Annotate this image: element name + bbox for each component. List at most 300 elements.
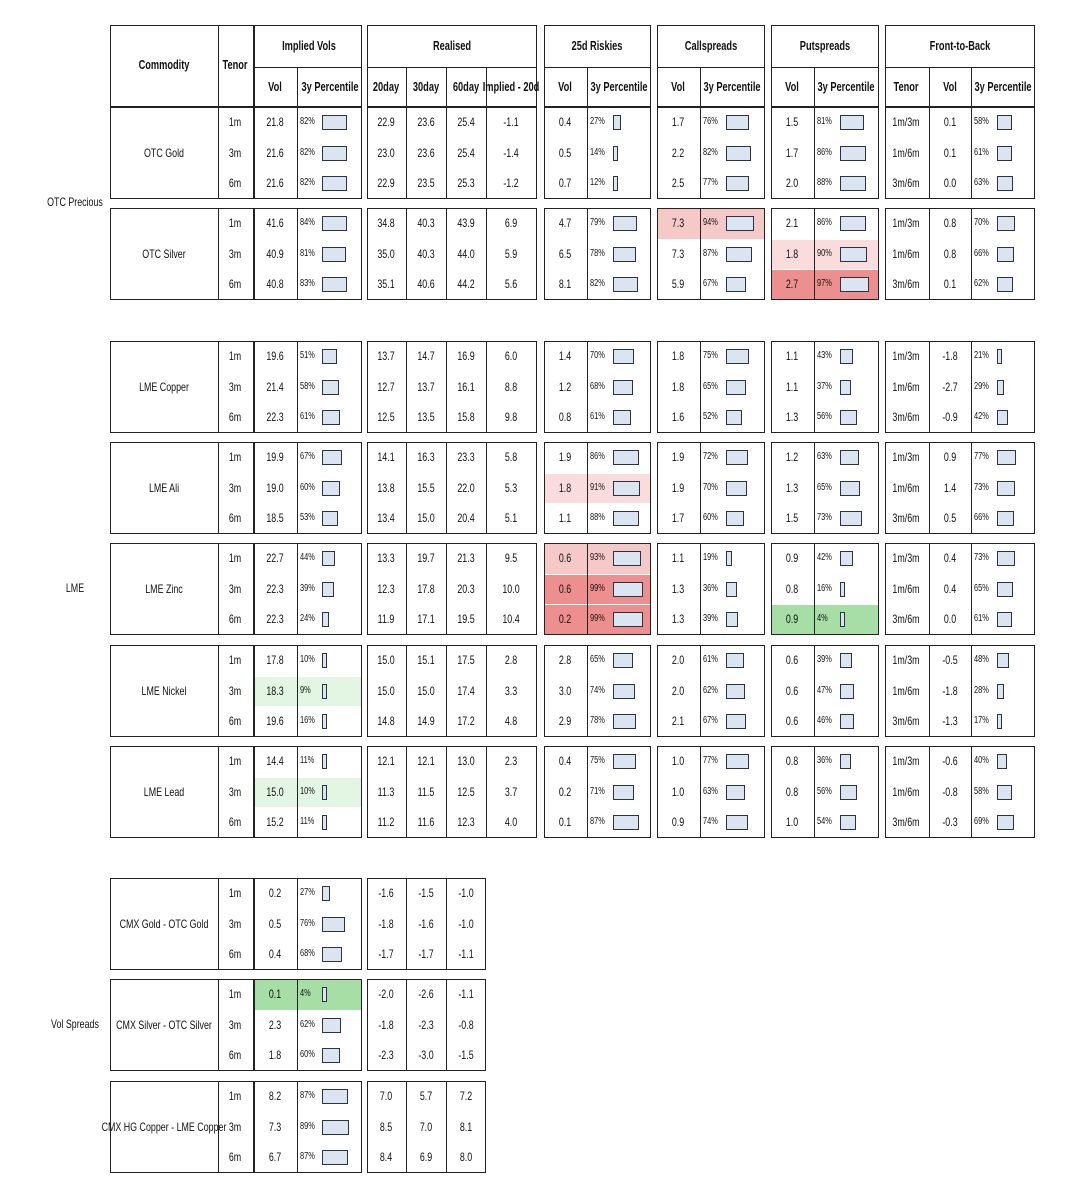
- callspreads-vol-cell: 1.0: [671, 785, 685, 799]
- callspreads-percentile: 67%: [703, 715, 718, 726]
- riskies-vol-cell: 4.7: [558, 216, 572, 230]
- realised-30day-cell: -1.6: [418, 917, 434, 931]
- realised-60day-cell: -1.1: [458, 987, 474, 1001]
- realised-30day-cell: 15.5: [417, 481, 435, 495]
- ftb-vol-cell: -0.3: [942, 815, 958, 829]
- realised-split-2: [486, 208, 487, 300]
- callspreads-percentile-bar: [726, 115, 749, 130]
- header-ftb-block: [885, 25, 1035, 107]
- riskies-percentile: 82%: [590, 278, 605, 289]
- putspreads-percentile: 86%: [817, 147, 832, 158]
- callspreads-vol-cell: 2.2: [671, 146, 685, 160]
- ftb-percentile-bar: [997, 410, 1008, 425]
- putspreads-percentile: 65%: [817, 482, 832, 493]
- ftb-percentile: 62%: [974, 278, 989, 289]
- header-sub-divider-5: [885, 67, 1035, 68]
- putspreads-percentile-bar: [840, 481, 860, 496]
- implied-vol-cell: 18.3: [266, 684, 284, 698]
- iv-split: [297, 442, 298, 534]
- tenor-cell: 1m: [228, 115, 242, 129]
- callspreads-percentile-bar: [726, 247, 752, 262]
- riskies-percentile: 86%: [590, 451, 605, 462]
- ftb-percentile-bar: [997, 815, 1014, 830]
- ftb-percentile-bar: [997, 349, 1002, 364]
- putspreads-percentile: 42%: [817, 552, 832, 563]
- implied-vol-cell: 15.0: [266, 785, 284, 799]
- riskies-percentile: 79%: [590, 217, 605, 228]
- realised-20day-cell: 13.7: [377, 349, 395, 363]
- implied-minus-20d-cell: 8.8: [504, 380, 518, 394]
- rk-split: [587, 543, 588, 635]
- callspreads-vol-cell: 1.8: [671, 349, 685, 363]
- callspreads-percentile-bar: [726, 277, 746, 292]
- realised-20day-cell: -1.8: [378, 917, 394, 931]
- putspreads-percentile-bar: [840, 146, 866, 161]
- putspreads-vol-cell: 0.9: [785, 551, 799, 565]
- callspreads-vol-cell: 7.3: [671, 247, 685, 261]
- putspreads-vol-cell: 2.0: [785, 176, 799, 190]
- header-sub-divider-1: [367, 67, 537, 68]
- ftb-tenor-cell: 1m/6m: [892, 582, 920, 596]
- implied-vol-percentile: 9%: [300, 685, 311, 696]
- ftb-percentile: 29%: [974, 381, 989, 392]
- riskies-percentile: 78%: [590, 248, 605, 259]
- riskies-vol-cell: 3.0: [558, 684, 572, 698]
- ftb-tenor-cell: 3m/6m: [892, 612, 920, 626]
- putspreads-percentile: 36%: [817, 755, 832, 766]
- cs-split: [700, 341, 701, 433]
- riskies-percentile-bar: [613, 551, 641, 566]
- realised-20day-cell: 34.8: [377, 216, 395, 230]
- putspreads-vol-cell: 2.7: [785, 277, 799, 291]
- subheader-cs-pct: 3y Percentile: [703, 80, 761, 94]
- ftb-percentile-bar: [997, 582, 1013, 597]
- putspreads-percentile-bar: [840, 684, 854, 699]
- implied-vol-cell: 17.8: [266, 653, 284, 667]
- tenor-divider: [218, 341, 219, 433]
- ftb-tenor-cell: 1m/6m: [892, 785, 920, 799]
- implied-vol-percentile-bar: [322, 582, 334, 597]
- ftb-vol-cell: -1.8: [942, 349, 958, 363]
- ps-split: [814, 442, 815, 534]
- group-label: OTC Precious: [47, 195, 103, 209]
- riskies-vol-cell: 0.4: [558, 754, 572, 768]
- callspreads-percentile-bar: [726, 176, 749, 191]
- ftb-split-2: [971, 645, 972, 737]
- ftb-tenor-cell: 3m/6m: [892, 277, 920, 291]
- tenor-cell: 3m: [228, 1018, 242, 1032]
- callspreads-percentile-bar: [726, 481, 747, 496]
- ftb-percentile-bar: [997, 146, 1012, 161]
- putspreads-percentile-bar: [840, 216, 866, 231]
- realised-60day-cell: 25.4: [457, 146, 475, 160]
- implied-vol-percentile: 84%: [300, 217, 315, 228]
- tenor-cell: 6m: [228, 511, 242, 525]
- tenor-cell: 3m: [228, 684, 242, 698]
- ftb-percentile: 77%: [974, 451, 989, 462]
- riskies-percentile-bar: [613, 216, 637, 231]
- ftb-tenor-cell: 1m/3m: [892, 216, 920, 230]
- realised-30day-cell: 19.7: [417, 551, 435, 565]
- realised-60day-cell: 44.2: [457, 277, 475, 291]
- realised-split-1: [446, 107, 447, 199]
- implied-vol-cell: 21.6: [266, 146, 284, 160]
- commodity-name: LME Copper: [139, 380, 189, 394]
- realised-split-1: [446, 208, 447, 300]
- riskies-vol-cell: 0.2: [558, 612, 572, 626]
- putspreads-percentile: 63%: [817, 451, 832, 462]
- putspreads-vol-cell: 1.5: [785, 115, 799, 129]
- putspreads-vol-cell: 1.1: [785, 349, 799, 363]
- realised-split-2: [486, 543, 487, 635]
- ftb-vol-cell: 1.4: [943, 481, 957, 495]
- commodity-name: CMX HG Copper - LME Copper: [101, 1120, 227, 1134]
- ftb-vol-cell: 0.4: [943, 582, 957, 596]
- ftb-percentile: 17%: [974, 715, 989, 726]
- implied-vol-cell: 21.8: [266, 115, 284, 129]
- implied-minus-20d-cell: 5.9: [504, 247, 518, 261]
- riskies-percentile: 71%: [590, 786, 605, 797]
- implied-vol-cell: 18.5: [266, 511, 284, 525]
- riskies-percentile: 91%: [590, 482, 605, 493]
- cs-split: [700, 107, 701, 199]
- tenor-cell: 3m: [228, 247, 242, 261]
- implied-vol-percentile-bar: [322, 815, 327, 830]
- callspreads-percentile-bar: [726, 684, 745, 699]
- implied-minus-20d-cell: 6.0: [504, 349, 518, 363]
- riskies-percentile-bar: [613, 146, 618, 161]
- rk-split: [587, 107, 588, 199]
- realised-20day-cell: 22.9: [377, 115, 395, 129]
- callspreads-percentile-bar: [726, 785, 745, 800]
- tenor-divider: [218, 878, 219, 970]
- callspreads-vol-cell: 2.0: [671, 684, 685, 698]
- implied-vol-percentile-bar: [322, 886, 330, 901]
- callspreads-vol-cell: 2.1: [671, 714, 685, 728]
- implied-vol-percentile: 82%: [300, 147, 315, 158]
- iv-split: [297, 1081, 298, 1173]
- ftb-vol-cell: -1.3: [942, 714, 958, 728]
- callspreads-vol-cell: 2.0: [671, 653, 685, 667]
- putspreads-vol-cell: 2.1: [785, 216, 799, 230]
- realised-20day-cell: -1.6: [378, 886, 394, 900]
- callspreads-vol-cell: 1.7: [671, 115, 685, 129]
- realised-20day-cell: 23.0: [377, 146, 395, 160]
- header-realised-block: [367, 25, 537, 107]
- h-ps-split: [814, 67, 815, 107]
- callspreads-percentile: 67%: [703, 278, 718, 289]
- implied-vol-cell: 8.2: [268, 1089, 282, 1103]
- tenor-divider: [218, 746, 219, 838]
- callspreads-percentile: 61%: [703, 654, 718, 665]
- tenor-divider: [218, 645, 219, 737]
- realised-split-2: [486, 107, 487, 199]
- h-ftb-split-2: [971, 67, 972, 107]
- realised-20day-cell: 8.5: [379, 1120, 393, 1134]
- header-callspreads: Callspreads: [684, 39, 738, 53]
- implied-vol-percentile-bar: [322, 1018, 341, 1033]
- callspreads-percentile-bar: [726, 410, 742, 425]
- putspreads-vol-cell: 1.5: [785, 511, 799, 525]
- implied-vol-percentile-bar: [322, 410, 340, 425]
- implied-minus-20d-cell: 9.8: [504, 410, 518, 424]
- realised-20day-cell: 15.0: [377, 684, 395, 698]
- realised-30day-cell: 12.1: [417, 754, 435, 768]
- implied-vol-cell: 19.6: [266, 349, 284, 363]
- ftb-percentile: 69%: [974, 816, 989, 827]
- putspreads-vol-cell: 0.8: [785, 582, 799, 596]
- realised-20day-cell: 13.8: [377, 481, 395, 495]
- implied-minus-20d-cell: 4.8: [504, 714, 518, 728]
- rk-split: [587, 645, 588, 737]
- riskies-vol-cell: 2.8: [558, 653, 572, 667]
- implied-vol-percentile-bar: [322, 247, 346, 262]
- implied-vol-cell: 1.8: [268, 1048, 282, 1062]
- ftb-percentile: 73%: [974, 552, 989, 563]
- realised-split-0: [406, 746, 407, 838]
- subheader-rk-vol: Vol: [558, 80, 572, 94]
- putspreads-percentile: 47%: [817, 685, 832, 696]
- implied-vol-cell: 15.2: [266, 815, 284, 829]
- riskies-percentile-bar: [613, 653, 633, 668]
- riskies-percentile: 99%: [590, 613, 605, 624]
- callspreads-vol-cell: 1.7: [671, 511, 685, 525]
- realised-30day-cell: 23.5: [417, 176, 435, 190]
- implied-minus-20d-cell: 3.3: [504, 684, 518, 698]
- h-real-split-1: [446, 67, 447, 107]
- realised-20day-cell: 11.3: [377, 785, 395, 799]
- tenor-cell: 3m: [228, 146, 242, 160]
- ftb-vol-cell: 0.8: [943, 247, 957, 261]
- callspreads-percentile-bar: [726, 216, 754, 231]
- iv-split: [297, 979, 298, 1071]
- implied-vol-cell: 40.9: [266, 247, 284, 261]
- putspreads-percentile-bar: [840, 582, 845, 597]
- riskies-percentile-bar: [613, 612, 643, 627]
- realised-20day-cell: 35.0: [377, 247, 395, 261]
- putspreads-percentile: 97%: [817, 278, 832, 289]
- iv-split: [297, 107, 298, 199]
- ftb-tenor-cell: 1m/3m: [892, 349, 920, 363]
- realised-30day-cell: -1.7: [418, 947, 434, 961]
- realised-split-0: [406, 979, 407, 1071]
- tenor-cell: 6m: [228, 176, 242, 190]
- realised-60day-cell: 15.8: [457, 410, 475, 424]
- subheader-iv-vol: Vol: [268, 80, 282, 94]
- h-rk-split: [587, 67, 588, 107]
- riskies-vol-cell: 1.9: [558, 450, 572, 464]
- realised-20day-cell: 11.2: [377, 815, 395, 829]
- implied-vol-percentile: 68%: [300, 948, 315, 959]
- realised-30day-cell: 14.7: [417, 349, 435, 363]
- realised-60day-cell: 17.4: [457, 684, 475, 698]
- ftb-split-1: [929, 543, 930, 635]
- realised-split-2: [486, 442, 487, 534]
- realised-30day-cell: -1.5: [418, 886, 434, 900]
- putspreads-percentile: 46%: [817, 715, 832, 726]
- callspreads-percentile: 52%: [703, 411, 718, 422]
- putspreads-percentile-bar: [840, 612, 845, 627]
- tenor-cell: 1m: [228, 987, 242, 1001]
- callspreads-percentile-bar: [726, 815, 748, 830]
- callspreads-percentile-bar: [726, 714, 746, 729]
- realised-60day-cell: 22.0: [457, 481, 475, 495]
- ftb-split-1: [929, 107, 930, 199]
- riskies-percentile-bar: [613, 481, 640, 496]
- tenor-cell: 3m: [228, 917, 242, 931]
- callspreads-vol-cell: 1.9: [671, 481, 685, 495]
- tenor-divider: [218, 979, 219, 1071]
- putspreads-vol-cell: 0.8: [785, 754, 799, 768]
- ftb-vol-cell: 0.1: [943, 146, 957, 160]
- subheader-60day: 60day: [452, 80, 480, 94]
- realised-split-2: [486, 746, 487, 838]
- callspreads-percentile: 36%: [703, 583, 718, 594]
- realised-split-1: [446, 878, 447, 970]
- ftb-percentile-bar: [997, 684, 1004, 699]
- ps-split: [814, 645, 815, 737]
- implied-vol-percentile: 10%: [300, 786, 315, 797]
- implied-minus-20d-cell: 5.1: [504, 511, 518, 525]
- header-implied-vols: Implied Vols: [282, 39, 336, 53]
- iv-split: [297, 341, 298, 433]
- ftb-percentile-bar: [997, 785, 1012, 800]
- realised-30day-cell: 13.5: [417, 410, 435, 424]
- realised-split-1: [446, 645, 447, 737]
- callspreads-percentile: 74%: [703, 816, 718, 827]
- putspreads-percentile: 56%: [817, 786, 832, 797]
- implied-vol-percentile-bar: [322, 684, 327, 699]
- implied-vol-percentile: 60%: [300, 1049, 315, 1060]
- realised-split-0: [406, 442, 407, 534]
- implied-vol-cell: 14.4: [266, 754, 284, 768]
- riskies-vol-cell: 1.2: [558, 380, 572, 394]
- header-front-to-back: Front-to-Back: [929, 39, 991, 53]
- putspreads-percentile-bar: [840, 714, 854, 729]
- implied-vol-percentile: 4%: [300, 988, 311, 999]
- ftb-tenor-cell: 1m/3m: [892, 551, 920, 565]
- realised-split-1: [446, 746, 447, 838]
- implied-vol-percentile: 11%: [300, 816, 315, 827]
- implied-minus-20d-cell: 5.3: [504, 481, 518, 495]
- implied-minus-20d-cell: 2.3: [504, 754, 518, 768]
- ps-split: [814, 208, 815, 300]
- ftb-split-2: [971, 341, 972, 433]
- implied-vol-cell: 22.3: [266, 410, 284, 424]
- putspreads-percentile-bar: [840, 785, 857, 800]
- implied-vol-percentile: 89%: [300, 1121, 315, 1132]
- realised-split-0: [406, 878, 407, 970]
- realised-60day-cell: 12.5: [457, 785, 475, 799]
- implied-vol-percentile: 83%: [300, 278, 315, 289]
- tenor-divider: [218, 442, 219, 534]
- ftb-percentile: 21%: [974, 350, 989, 361]
- implied-minus-20d-cell: 9.5: [504, 551, 518, 565]
- putspreads-vol-cell: 1.0: [785, 815, 799, 829]
- header-callspreads-block: [657, 25, 765, 107]
- callspreads-percentile-bar: [726, 582, 737, 597]
- implied-vol-cell: 22.3: [266, 612, 284, 626]
- ftb-percentile-bar: [997, 714, 1002, 729]
- putspreads-vol-cell: 0.9: [785, 612, 799, 626]
- callspreads-percentile: 72%: [703, 451, 718, 462]
- ftb-percentile: 70%: [974, 217, 989, 228]
- putspreads-percentile: 88%: [817, 177, 832, 188]
- riskies-vol-cell: 2.9: [558, 714, 572, 728]
- implied-vol-cell: 22.3: [266, 582, 284, 596]
- realised-30day-cell: -2.3: [418, 1018, 434, 1032]
- implied-minus-20d-cell: -1.2: [503, 176, 519, 190]
- ftb-split-1: [929, 341, 930, 433]
- putspreads-percentile-bar: [840, 247, 867, 262]
- ftb-percentile-bar: [997, 247, 1014, 262]
- implied-vol-cell: 0.4: [268, 947, 282, 961]
- realised-30day-cell: 23.6: [417, 146, 435, 160]
- ps-split: [814, 543, 815, 635]
- implied-minus-20d-cell: 10.0: [502, 582, 520, 596]
- ftb-split-1: [929, 645, 930, 737]
- realised-split-2: [486, 341, 487, 433]
- callspreads-vol-cell: 2.5: [671, 176, 685, 190]
- tenor-cell: 6m: [228, 947, 242, 961]
- realised-20day-cell: 22.9: [377, 176, 395, 190]
- tenor-cell: 6m: [228, 277, 242, 291]
- realised-60day-cell: 7.2: [459, 1089, 473, 1103]
- implied-vol-percentile: 67%: [300, 451, 315, 462]
- implied-vol-percentile-bar: [322, 1150, 348, 1165]
- h-ftb-split-1: [929, 67, 930, 107]
- subheader-20day: 20day: [372, 80, 400, 94]
- putspreads-vol-cell: 1.3: [785, 481, 799, 495]
- realised-split-0: [406, 107, 407, 199]
- riskies-percentile: 12%: [590, 177, 605, 188]
- ftb-split-2: [971, 543, 972, 635]
- ftb-percentile-bar: [997, 115, 1012, 130]
- ftb-percentile-bar: [997, 754, 1007, 769]
- rk-split: [587, 442, 588, 534]
- ftb-percentile: 63%: [974, 177, 989, 188]
- putspreads-percentile-bar: [840, 349, 853, 364]
- putspreads-percentile-bar: [840, 176, 866, 191]
- putspreads-percentile-bar: [840, 511, 862, 526]
- realised-60day-cell: 17.2: [457, 714, 475, 728]
- iv-split: [297, 645, 298, 737]
- implied-vol-cell: 7.3: [268, 1120, 282, 1134]
- realised-split-1: [446, 979, 447, 1071]
- implied-vol-percentile-bar: [322, 146, 347, 161]
- group-label: LME: [65, 581, 85, 595]
- realised-30day-cell: 13.7: [417, 380, 435, 394]
- riskies-percentile-bar: [613, 450, 639, 465]
- implied-vol-percentile: 87%: [300, 1090, 315, 1101]
- implied-minus-20d-cell: 6.9: [504, 216, 518, 230]
- ftb-split-2: [971, 208, 972, 300]
- ftb-tenor-cell: 3m/6m: [892, 410, 920, 424]
- ftb-percentile-bar: [997, 551, 1015, 566]
- ftb-percentile: 58%: [974, 116, 989, 127]
- implied-vol-percentile: 51%: [300, 350, 315, 361]
- subheader-ftb-pct: 3y Percentile: [974, 80, 1032, 94]
- putspreads-percentile-bar: [840, 277, 869, 292]
- ftb-percentile-bar: [997, 612, 1012, 627]
- rk-split: [587, 208, 588, 300]
- tenor-cell: 3m: [228, 582, 242, 596]
- realised-60day-cell: -0.8: [458, 1018, 474, 1032]
- tenor-cell: 6m: [228, 1150, 242, 1164]
- riskies-percentile-bar: [613, 714, 636, 729]
- callspreads-percentile: 82%: [703, 147, 718, 158]
- commodity-name: LME Nickel: [141, 684, 187, 698]
